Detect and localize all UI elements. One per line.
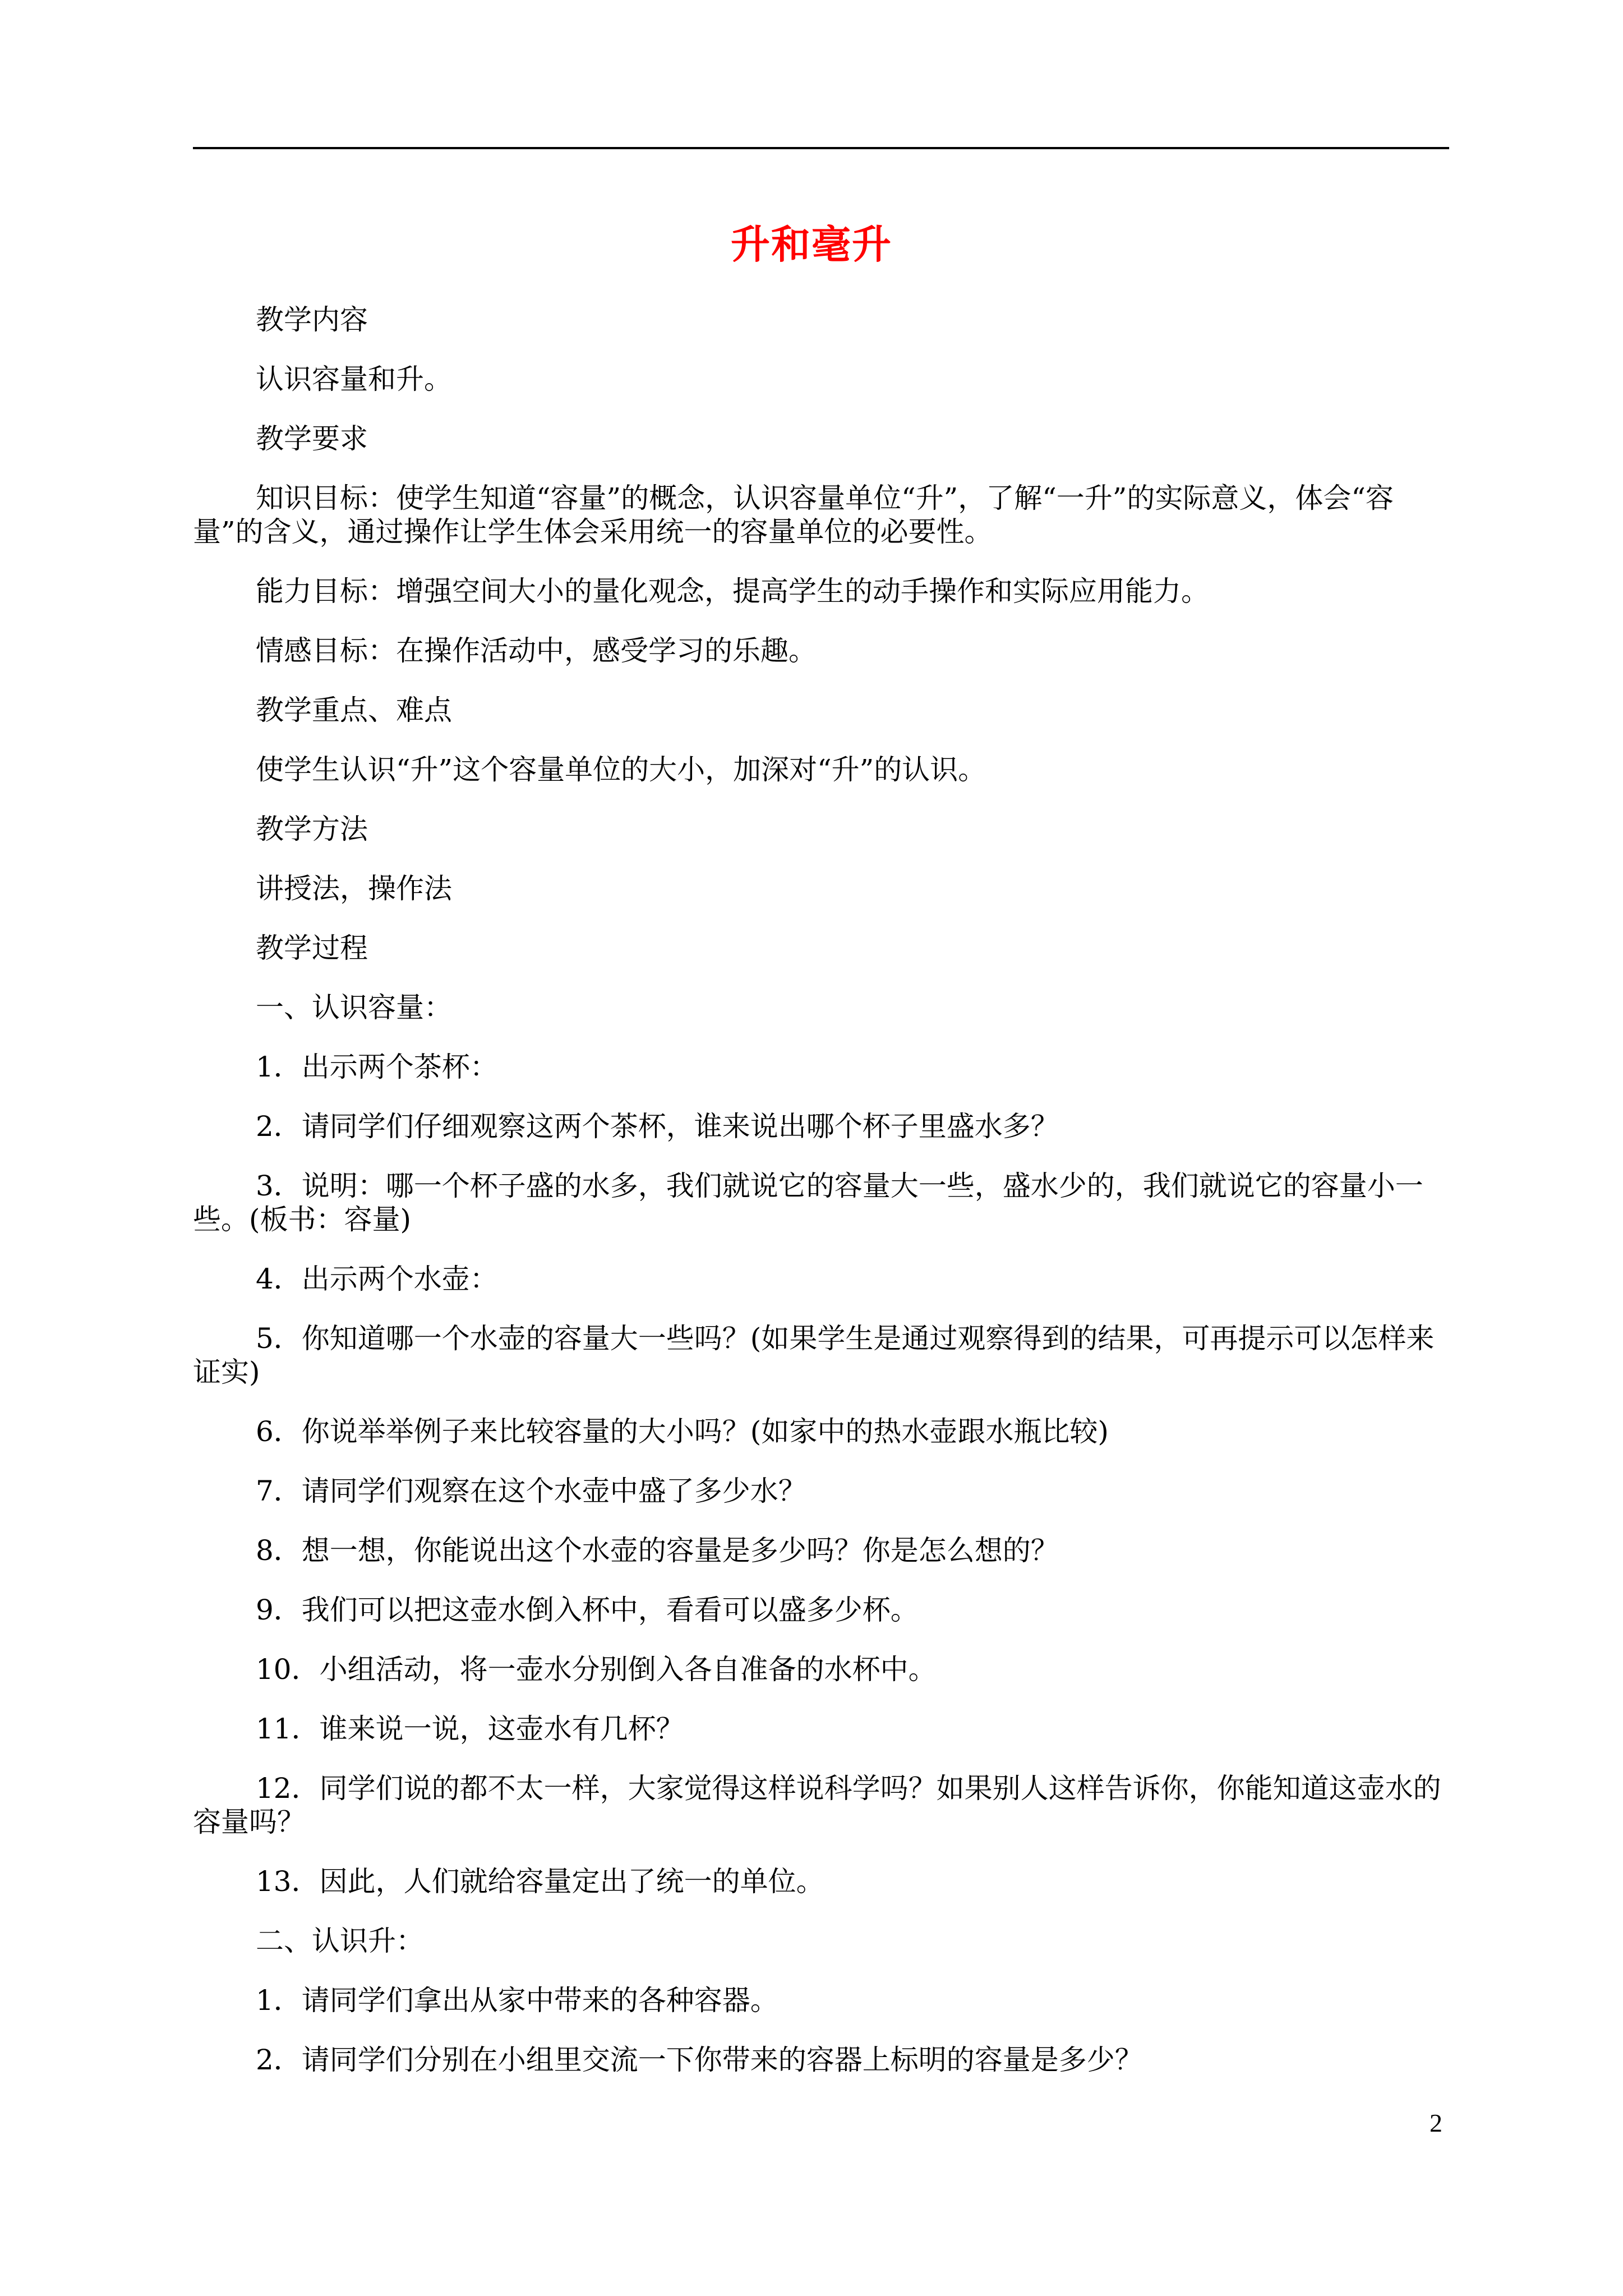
paragraph: 7．请同学们观察在这个水壶中盛了多少水？ [256, 1475, 806, 1507]
page-number: 2 [1430, 2109, 1442, 2137]
paragraph: 1．出示两个茶杯： [256, 1051, 498, 1083]
paragraph: 10．小组活动，将一壶水分别倒入各自准备的水杯中。 [256, 1653, 937, 1686]
paragraph: 教学重点、难点 [256, 694, 452, 726]
paragraph: 教学过程 [256, 932, 368, 964]
paragraph: 6．你说举举例子来比较容量的大小吗？(如家中的热水壶跟水瓶比较) [256, 1415, 1109, 1448]
paragraph: 2．请同学们分别在小组里交流一下你带来的容器上标明的容量是多少？ [256, 2044, 1143, 2076]
document-title: 升和毫升 [731, 221, 892, 268]
paragraph: 12．同学们说的都不太一样，大家觉得这样说科学吗？如果别人这样告诉你，你能知道这壶水的容量吗？ [193, 1772, 1441, 1838]
paragraph: 认识容量和升。 [256, 363, 452, 395]
paragraph: 9．我们可以把这壶水倒入杯中，看看可以盛多少杯。 [256, 1594, 919, 1626]
paragraph: 8．想一想，你能说出这个水壶的容量是多少吗？你是怎么想的？ [256, 1534, 1059, 1567]
paragraph: 教学方法 [256, 813, 368, 845]
paragraph: 13．因此，人们就给容量定出了统一的单位。 [256, 1865, 824, 1898]
paragraph: 知识目标：使学生知道“容量”的概念，认识容量单位“升”，了解“一升”的实际意义，体会“容量”的含义，通过操作让学生体会采用统一的容量单位的必要性。 [193, 482, 1394, 548]
paragraph: 2．请同学们仔细观察这两个茶杯，谁来说出哪个杯子里盛水多？ [256, 1110, 1059, 1143]
paragraph: 4．出示两个水壶： [256, 1263, 498, 1295]
paragraph: 一、认识容量： [256, 991, 452, 1024]
header-rule [193, 147, 1449, 149]
paragraph: 3．说明：哪一个杯子盛的水多，我们就说它的容量大一些，盛水少的，我们就说它的容量小一些。(板书：容量) [193, 1170, 1423, 1236]
paragraph: 二、认识升： [256, 1925, 424, 1957]
paragraph: 使学生认识“升”这个容量单位的大小，加深对“升”的认识。 [256, 753, 986, 786]
paragraph: 能力目标：增强空间大小的量化观念，提高学生的动手操作和实际应用能力。 [256, 575, 1209, 608]
paragraph: 教学要求 [256, 422, 368, 455]
paragraph: 5．你知道哪一个水壶的容量大一些吗？(如果学生是通过观察得到的结果，可再提示可以怎样来证实) [193, 1322, 1435, 1388]
document-body [193, 303, 1449, 2102]
paragraph: 教学内容 [256, 303, 368, 336]
paragraph: 1．请同学们拿出从家中带来的各种容器。 [256, 1984, 778, 2017]
paragraph: 11．谁来说一说，这壶水有几杯？ [256, 1713, 684, 1745]
paragraph: 讲授法，操作法 [256, 872, 452, 905]
paragraph: 情感目标：在操作活动中，感受学习的乐趣。 [256, 634, 817, 667]
